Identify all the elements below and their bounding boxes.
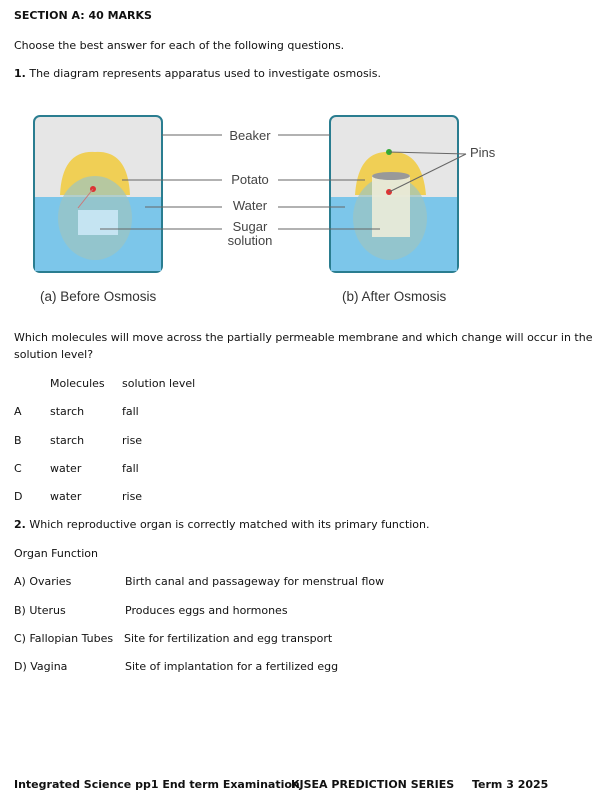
option-level: fall [122,462,139,475]
q1-text: The diagram represents apparatus used to investigate osmosis. [29,67,381,80]
option-level: fall [122,405,139,418]
option-level: rise [122,490,143,503]
q2-number: 2. [14,518,26,531]
q2-header: Organ Function [14,547,98,560]
option-letter: C [14,462,22,475]
q1-number: 1. [14,67,26,80]
option-function: Produces eggs and hormones [125,604,288,617]
option-function: Site for fertilization and egg transport [124,632,333,645]
option-organ: B) Uterus [14,604,66,617]
question-1 [14,67,381,80]
label-pins: Pins [470,145,496,160]
label-potato: Potato [231,172,269,187]
option-organ: C) Fallopian Tubes [14,632,114,645]
header-molecules: Molecules [50,377,105,390]
q1-question-line1: Which molecules will move across the partially permeable membrane and which change will occur in the [14,331,593,344]
label-solution: solution [227,233,273,248]
label-water: Water [232,198,268,213]
question-2 [14,518,430,531]
option-molecule: starch [50,405,85,418]
option-organ: D) Vagina [14,660,68,673]
footer-term: Term 3 2025 [472,778,549,791]
beaker-after [330,116,458,272]
caption-before: (a) Before Osmosis [40,289,157,304]
caption-after: (b) After Osmosis [342,289,447,304]
footer-title: Integrated Science pp1 End term Examination [14,778,300,791]
option-molecule: starch [50,434,85,447]
option-molecule: water [50,490,82,503]
option-function: Birth canal and passageway for menstrual flow [125,575,385,588]
beaker-before [34,116,162,272]
footer-series: KJSEA PREDICTION SERIES [291,778,455,791]
option-letter: A [14,405,22,418]
option-function: Site of implantation for a fertilized egg [125,660,339,673]
label-beaker: Beaker [229,128,271,143]
option-level: rise [122,434,143,447]
option-molecule: water [50,462,82,475]
q1-question-line2: solution level? [14,348,94,361]
q2-text: Which reproductive organ is correctly matched with its primary function. [29,518,430,531]
header-solution-level: solution level [122,377,196,390]
osmosis-diagram [0,100,612,315]
instructions: Choose the best answer for each of the following questions. [14,39,345,52]
section-title: SECTION A: 40 MARKS [14,9,152,22]
option-organ: A) Ovaries [14,575,72,588]
option-letter: D [14,490,23,503]
label-sugar: Sugar [232,219,268,234]
option-letter: B [14,434,22,447]
